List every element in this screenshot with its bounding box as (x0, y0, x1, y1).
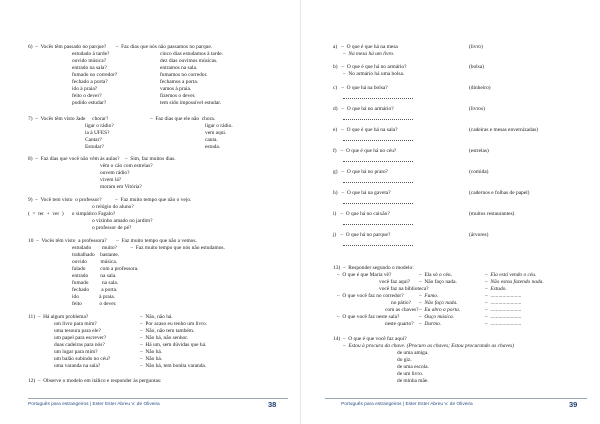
ex6-answer: entramos na sala. (160, 65, 198, 71)
ex10-line: trabalhado bastante. (72, 252, 120, 258)
ex14-model: – Estou à procura da chave. (Procuro as chaves; Estou procurando as chaves) (343, 343, 515, 349)
ex8-line: vivem lá? (100, 177, 122, 183)
ex13-reply: – Ouço música. (419, 314, 455, 320)
footer-divider (325, 398, 587, 399)
ex6-answer: dez dias ouvimos músicas. (160, 58, 218, 64)
ex8-line: ouvem rádio? (100, 170, 130, 176)
ex7-line: ia à UFES? (85, 130, 110, 136)
exercise-12-title: 12) – Observe o modelo em itálico e responder às perguntas: (28, 378, 162, 384)
ex14-line: de uma amiga. (397, 350, 429, 356)
ex13-blank: – ....................... (485, 300, 522, 306)
answer-line (343, 115, 413, 120)
ex13-reply: – Não faço nada. (419, 279, 457, 285)
ex13-question: – O que você faz no corredor? (337, 293, 404, 299)
ex14-line: de minha mãe. (397, 378, 429, 384)
ex14-line: do giz. (397, 357, 412, 363)
ex13-reply: – Fumo. (419, 293, 439, 299)
footer-text: Português para estrangeiros | Ester Ester Abreu V. de Oliveira (341, 402, 473, 407)
ex13-reply: – Eu abro a porta. (419, 307, 461, 313)
page-number: 38 (268, 400, 277, 409)
footer-text: Português para estrangeiros | Ester Ester Abreu V. de Oliveira (28, 402, 160, 407)
ex13-question: – O que você faz neste sala? (337, 314, 400, 320)
ex14-line: de um livro. (397, 371, 424, 377)
ex7-answer-head: – Faz dias que ele não chora. (150, 116, 216, 122)
ex11-answer: – Há um, sem dúvidas que há. (140, 342, 207, 348)
item-hint: (dinheiro) (469, 85, 491, 91)
ex7-answer: canta. (205, 137, 218, 143)
ex11-answer: – Por acaso eu tenho um livro. (140, 321, 208, 327)
ex11-line: uma tesoura para ele? (54, 328, 101, 334)
ex6-line: entrado na sala? (72, 65, 107, 71)
ex13-question: você faz aqui? (379, 279, 411, 285)
ex10-line: ido à praia. (72, 294, 115, 300)
ex11-line: um papel para escrever? (54, 335, 107, 341)
item-hint: (comida) (469, 169, 489, 175)
answer-line (343, 178, 413, 183)
item-question: h) – O que há na gaveta? (333, 190, 391, 196)
ex13-model: – Não estou fazendo nada. (485, 279, 544, 285)
ex7-line: Cantar? (85, 137, 102, 143)
ex6-line: 6) – Vocês têm passado no parque? – Faz dias que nós não passamos no parque. (28, 44, 213, 50)
ex13-model: – Estudo. (485, 286, 507, 292)
answer-line (343, 241, 413, 246)
item-question: g) – O que há no prato? (333, 169, 388, 175)
ex10-line: fumado na sala. (72, 280, 119, 286)
item-model: – Na mesa há um livro. (343, 51, 395, 57)
ex11-answer: – Não, não tem também. (140, 328, 195, 334)
ex9-line: o vizinho amado no jardim? (92, 218, 153, 224)
ex9-line: o professor de pé? (92, 225, 132, 231)
ex9-line: 9) – Você tem visto o professor? – Faz muito tempo que não o vejo. (28, 197, 192, 203)
ex11-answer: – Não há, não senhor. (140, 335, 189, 341)
ex11-answer: – Não há. (140, 356, 163, 362)
ex11-line: uma varanda na sala? (54, 363, 101, 369)
ex7-answer: vem aqui. (205, 130, 227, 136)
ex13-question: no pátio? (391, 300, 411, 306)
answer-line (343, 136, 413, 141)
ex6-answer: tem sido impossível estudar. (160, 100, 222, 106)
ex9-line: o relógio do aluno? (92, 204, 134, 210)
ex6-line: fechado a porta? (72, 79, 108, 85)
ex6-answer: fizemos o dever. (160, 93, 196, 99)
ex13-blank: – ....................... (485, 307, 522, 313)
ex13-reply: – Durmo. (419, 321, 442, 327)
ex7-line: 7) – Vocês têm visto Jade chorar? (28, 116, 109, 122)
item-question: j) – O que há no parque? (333, 232, 391, 238)
item-question: f) – O que é que há no céu? (333, 148, 397, 154)
item-question: a) – O que é que há na mesa (333, 44, 398, 50)
ex9-line: ( = ter + ver ) o simpático Fagalo? (28, 211, 116, 217)
right-page (300, 0, 600, 424)
footer-divider (28, 398, 288, 399)
ex6-answer: fechamos a porta. (160, 79, 199, 85)
ex10-line: falado com a professora. (72, 266, 139, 272)
ex13-reply: – Não faço nada. (419, 300, 458, 306)
ex13-blank: – ....................... (485, 321, 522, 327)
answer-line (343, 94, 413, 99)
ex13-blank: – ....................... (485, 293, 522, 299)
ex6-answer: fumamos no corredor. (160, 72, 208, 78)
ex6-line: podido estudar? (72, 100, 107, 106)
ex6-line: fumado no corredor? (72, 72, 118, 78)
ex11-line: 11) – Há algum problema? (28, 314, 89, 320)
ex13-reply: – Ela só o céu. (419, 272, 452, 278)
ex11-line: um balão subindo no céu? (54, 356, 111, 362)
ex13-question: neste quarto? (385, 321, 414, 327)
item-hint: (muitos restaurantes) (469, 211, 515, 217)
ex13-question: você faz na biblioteca? (379, 286, 429, 292)
ex6-line: ido à praia? (72, 86, 98, 92)
ex14-line: de uma escola. (397, 364, 429, 370)
ex6-line: estudado à tarde? (72, 51, 110, 57)
ex7-answer: ligar o rádio. (205, 123, 233, 129)
ex13-blank: – ....................... (485, 314, 522, 320)
ex7-answer: estuda. (205, 144, 221, 150)
item-hint: (árvores) (469, 232, 489, 238)
item-hint: (cadeiras e mesas envernizadas) (469, 127, 538, 133)
ex14-title: 14) – O que é que você faz aqui? (333, 336, 407, 342)
ex7-line: Estudar? (85, 144, 104, 150)
ex10-line: 10 – Vocês têm visto a professora? – Faz muito tempo que não a vemos. (28, 238, 197, 244)
item-question: e) – O que é que há na sala? (333, 127, 398, 133)
ex11-line: um livro para mim? (54, 321, 97, 327)
ex6-line: feito o dever? (72, 93, 102, 99)
item-hint: (bolsa) (469, 64, 484, 70)
answer-line (343, 220, 413, 225)
ex13-question: com as chaves? (385, 307, 419, 313)
ex10-line: entrado na sala. (72, 273, 117, 279)
ex7-line: ligar o rádio? (85, 123, 114, 129)
ex8-line: vêm o cão com estrelas? (100, 163, 153, 169)
ex11-answer: – Não há, tem bonita varanda. (140, 363, 207, 369)
ex11-answer: – Não, não há. (140, 314, 173, 320)
item-question: d) – O que há no armário? (333, 106, 394, 112)
item-hint: (livros) (469, 106, 485, 112)
ex8-line: 8) – Faz dias que você não vêm às aulas? – Sim, faz muitos dias. (28, 156, 176, 162)
page-number: 39 (569, 400, 578, 409)
ex8-line: moram em Vitória? (100, 184, 142, 190)
ex10-line: estudado muito? – Faz muito tempo que nós não estudamos. (72, 245, 225, 251)
ex10-line: feito o dever. (72, 301, 117, 307)
ex11-line: um lugar para mim? (54, 349, 98, 355)
ex13-title: 13) – Responder segundo o modelo: (333, 265, 414, 271)
ex6-answer: cinco dias estudamos à tarde. (160, 51, 224, 57)
item-question: i) – O que há no caixão? (333, 211, 390, 217)
ex10-line: fechado a porta. (72, 287, 118, 293)
ex13-model: – Ela está vendo o céu. (485, 272, 537, 278)
item-hint: (estrelas) (469, 148, 489, 154)
item-question: b) – O que é que há no armário? (333, 64, 407, 70)
item-model: – No armário há uma bolsa. (343, 71, 405, 77)
item-hint: (livro) (469, 44, 483, 50)
ex11-answer: – Não há. (140, 349, 163, 355)
item-question: c) – O que há na bolsa? (333, 85, 388, 91)
ex11-line: duas cadeiras para nós? (54, 342, 105, 348)
answer-line (343, 157, 413, 162)
ex13-question: – O que é que Maria vê? (337, 272, 392, 278)
answer-line (343, 199, 413, 204)
ex6-line: ouvido música? (72, 58, 106, 64)
ex10-line: ouvido música. (72, 259, 118, 265)
ex6-answer: vamos à praia. (160, 86, 192, 92)
item-hint: (cadernos e folhas de papel) (469, 190, 530, 196)
